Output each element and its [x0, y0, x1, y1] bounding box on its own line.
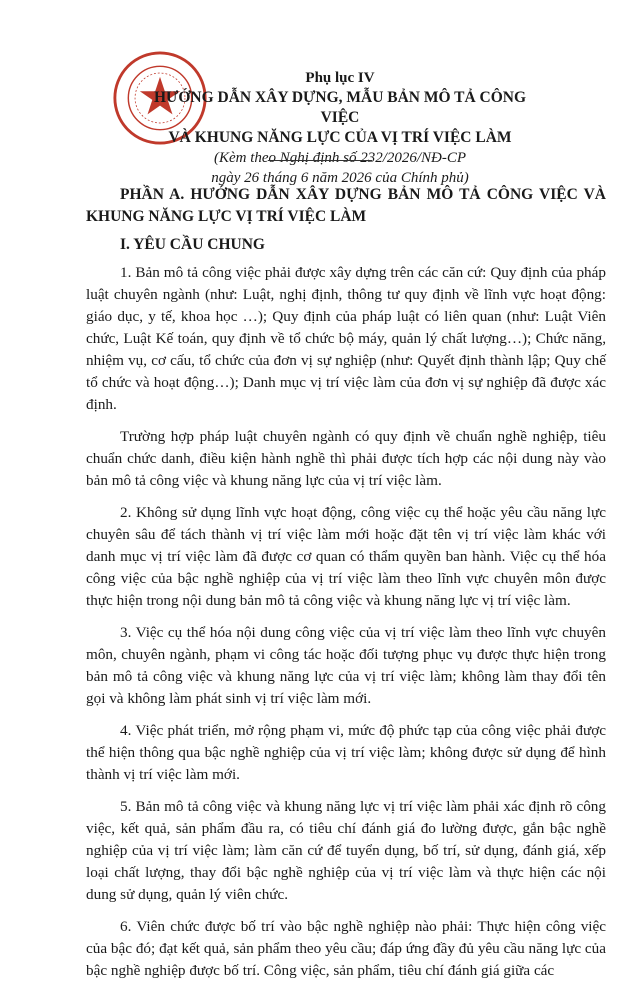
header-divider	[268, 160, 372, 161]
section-1-title: I. YÊU CẦU CHUNG	[120, 236, 265, 253]
paragraph-1-note: Trường hợp pháp luật chuyên ngành có quy định về chuẩn nghề nghiệp, tiêu chuẩn chức danh, điều kiện hành nghề thì phải được tích hợp các nội dung này vào bản mô tả công việc và khung năng lực của vị trí việc làm.	[86, 428, 606, 489]
paragraph-5: 5. Bản mô tả công việc và khung năng lực vị trí việc làm phải xác định rõ công việc, kết quả, sản phẩm đầu ra, có tiêu chí đánh giá đo lường được, gắn bậc nghề nghiệp của vị trí việc làm; làm căn cứ để tuyển dụng, bố trí, sử dụng, đánh giá, xếp loại chất lượng, thay đổi bậc nghề nghiệp của vị trí việc làm và thực hiện các nội dung sử dụng, quản lý viên chức.	[86, 798, 606, 903]
paragraph-3: 3. Việc cụ thể hóa nội dung công việc của vị trí việc làm theo lĩnh vực chuyên môn, chuyên ngành, phạm vi công tác hoặc đối tượng phục vụ được thực hiện trong bản mô tả công việc và khung năng lực của vị trí việc làm; không làm thay đổi tên gọi và không làm phát sinh vị trí việc làm mới.	[86, 624, 606, 707]
paragraph-2: 2. Không sử dụng lĩnh vực hoạt động, công việc cụ thể hoặc yêu cầu năng lực chuyên sâu để tách thành vị trí việc làm mới hoặc đặt tên vị trí việc làm khác với danh mục vị trí việc làm đã được cơ quan có thẩm quyền ban hành. Việc cụ thể hóa công việc của bậc nghề nghiệp của vị trí việc làm theo lĩnh vực chuyên môn được thực hiện trong nội dung bản mô tả công việc và khung năng lực vị trí việc làm.	[86, 504, 606, 609]
paragraph-6: 6. Viên chức được bố trí vào bậc nghề nghiệp nào phải: Thực hiện công việc của bậc đó; đạt kết quả, sản phẩm theo yêu cầu; đáp ứng đầy đủ yêu cầu năng lực của bậc nghề nghiệp được bố trí. Công việc, sản phẩm, tiêu chí đánh giá giữa các	[86, 918, 606, 979]
part-a-title: PHẦN A. HƯỚNG DẪN XÂY DỰNG BẢN MÔ TẢ CÔNG VIỆC VÀ KHUNG NĂNG LỰC VỊ TRÍ VIỆC LÀM	[86, 186, 606, 225]
paragraph-1: 1. Bản mô tả công việc phải được xây dựng trên các căn cứ: Quy định của pháp luật chuyên ngành (như: Luật, nghị định, thông tư quy định về lĩnh vực hoạt động: giáo dục, y tế, khoa học …); Quy định của pháp luật có liên quan (như: Luật Viên chức, Luật Kế toán, quy định về tổ chức bộ máy, quản lý chất lượng…); Chức năng, nhiệm vụ, cơ cấu, tổ chức của đơn vị sự nghiệp (như: Quyết định thành lập; Quy chế tổ chức và hoạt động…); Danh mục vị trí việc làm của đơn vị sự nghiệp đã được xác định.	[86, 264, 606, 413]
paragraph-4: 4. Việc phát triển, mở rộng phạm vi, mức độ phức tạp của công việc phải được thể hiện thông qua bậc nghề nghiệp của vị trí việc làm; không được sử dụng để hình thành vị trí việc làm mới.	[86, 722, 606, 783]
decree-reference-line-1: (Kèm theo Nghị định số 232/2026/NĐ-CP	[213, 150, 467, 166]
decree-reference-line-2: ngày 26 tháng 6 năm 2026 của Chính phủ)	[211, 170, 469, 186]
appendix-label: Phụ lục IV	[305, 70, 375, 86]
document-title-line-2: VÀ KHUNG NĂNG LỰC CỦA VỊ TRÍ VIỆC LÀM	[168, 129, 512, 146]
document-title-line-1: HƯỚNG DẪN XÂY DỰNG, MẪU BẢN MÔ TẢ CÔNG VIỆC	[153, 89, 527, 126]
document-body	[86, 168, 606, 992]
